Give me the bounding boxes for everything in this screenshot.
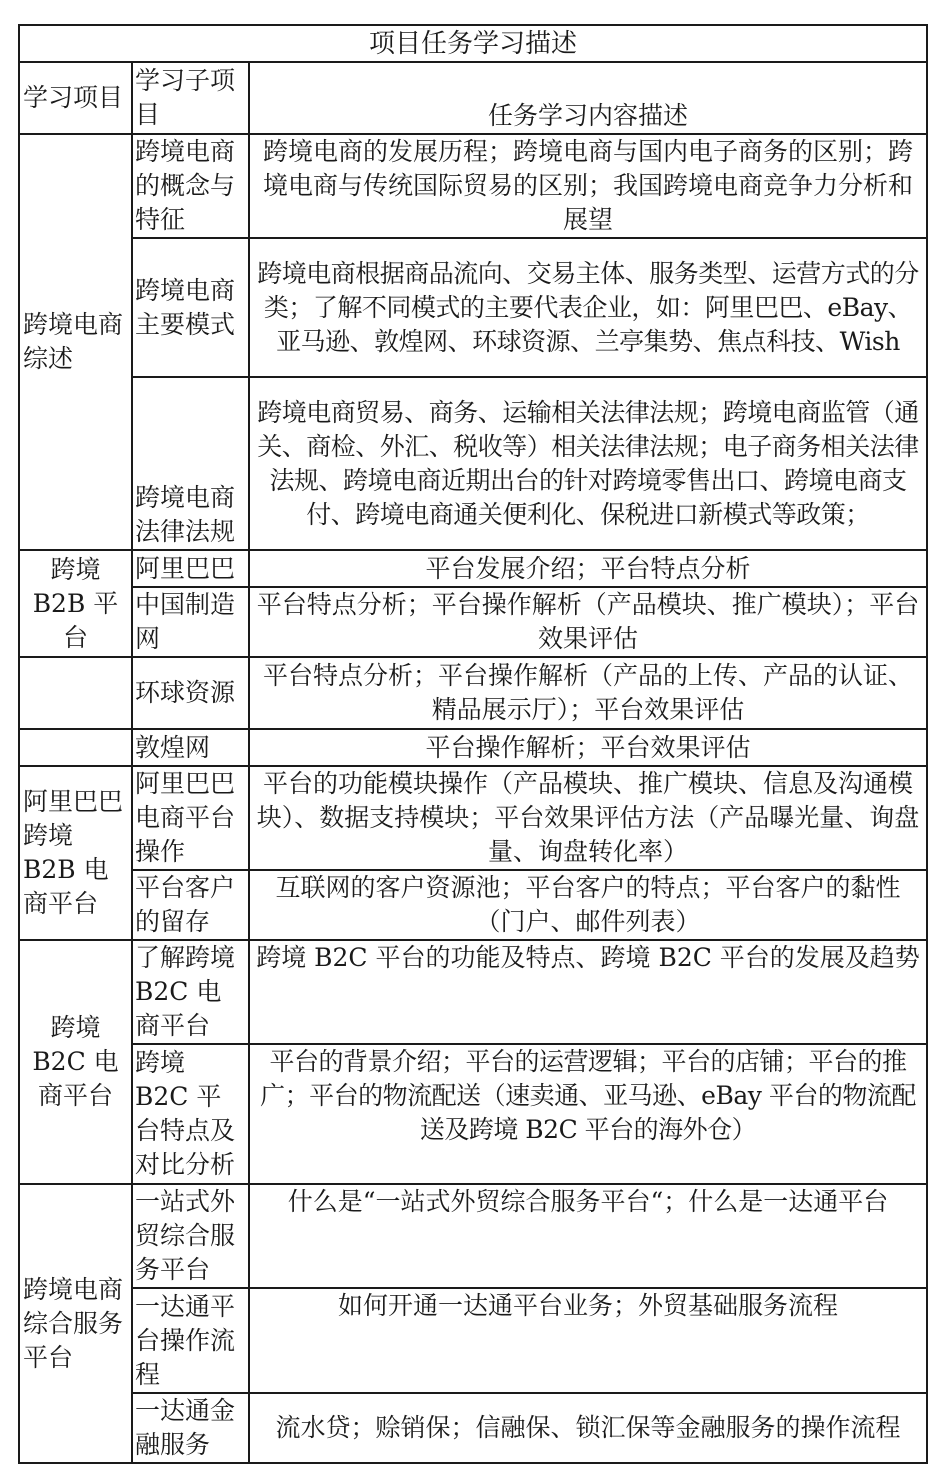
table-row (19, 587, 927, 657)
table-row (19, 134, 927, 238)
item-cell (19, 729, 132, 766)
description-cell: 平台的功能模块操作（产品模块、推广模块、信息及沟通模块）、数据支持模块；平台效果评估方法（产品曝光量、询盘量、询盘转化率） (249, 766, 927, 870)
sub-item-cell: 跨境电商的概念与特征 (132, 134, 249, 238)
description-cell: 平台特点分析；平台操作解析（产品的上传、产品的认证、精品展示厅）；平台效果评估 (249, 657, 927, 729)
header-description: 任务学习内容描述 (249, 62, 927, 134)
item-cell: 跨境电商综合服务平台 (19, 1184, 132, 1463)
table-title-row (19, 25, 927, 62)
table-header-row (19, 62, 927, 134)
sub-item-cell: 阿里巴巴 (132, 550, 249, 587)
description-cell: 平台的背景介绍；平台的运营逻辑；平台的店铺；平台的推广；平台的物流配送（速卖通、亚马逊、eBay 平台的物流配送及跨境 B2C 平台的海外仓） (249, 1044, 927, 1184)
sub-item-cell: 阿里巴巴电商平台操作 (132, 766, 249, 870)
course-task-table (18, 24, 928, 1464)
sub-item-cell: 跨境电商法律法规 (132, 377, 249, 550)
item-cell: 阿里巴巴跨境 B2B 电商平台 (19, 766, 132, 940)
item-cell: 跨境 B2C 电商平台 (19, 940, 132, 1184)
header-item: 学习项目 (19, 62, 132, 134)
description-cell: 跨境电商贸易、商务、运输相关法律法规；跨境电商监管（通关、商检、外汇、税收等）相关法律法规；电子商务相关法律法规、跨境电商近期出台的针对跨境零售出口、跨境电商支付、跨境电商通关便利化、保税进口新模式等政策； (249, 377, 927, 550)
item-cell: 跨境 B2B 平台 (19, 550, 132, 657)
table-title: 项目任务学习描述 (19, 25, 927, 62)
table-row (19, 1044, 927, 1184)
sub-item-cell: 中国制造网 (132, 587, 249, 657)
table-row (19, 940, 927, 1044)
description-cell: 平台特点分析；平台操作解析（产品模块、推广模块）；平台效果评估 (249, 587, 927, 657)
table-row (19, 1184, 927, 1288)
sub-item-cell: 环球资源 (132, 657, 249, 729)
sub-item-cell: 跨境 B2C 平台特点及对比分析 (132, 1044, 249, 1184)
item-cell (19, 657, 132, 729)
sub-item-cell: 一达通金融服务 (132, 1393, 249, 1463)
sub-item-cell: 跨境电商主要模式 (132, 238, 249, 377)
table-row (19, 238, 927, 377)
description-cell: 跨境电商的发展历程；跨境电商与国内电子商务的区别；跨境电商与传统国际贸易的区别；我国跨境电商竞争力分析和展望 (249, 134, 927, 238)
item-cell: 跨境电商综述 (19, 134, 132, 550)
description-cell: 跨境电商根据商品流向、交易主体、服务类型、运营方式的分类；了解不同模式的主要代表企业，如：阿里巴巴、eBay、亚马逊、敦煌网、环球资源、兰亭集势、焦点科技、Wish (249, 238, 927, 377)
description-cell: 平台发展介绍；平台特点分析 (249, 550, 927, 587)
sub-item-cell: 敦煌网 (132, 729, 249, 766)
description-cell: 跨境 B2C 平台的功能及特点、跨境 B2C 平台的发展及趋势 (249, 940, 927, 1044)
sub-item-cell: 一站式外贸综合服务平台 (132, 1184, 249, 1288)
table-row (19, 550, 927, 587)
table-row (19, 1288, 927, 1393)
table-row (19, 766, 927, 870)
sub-item-cell: 一达通平台操作流程 (132, 1288, 249, 1393)
table-row (19, 729, 927, 766)
header-sub-item: 学习子项目 (132, 62, 249, 134)
sub-item-cell: 了解跨境 B2C 电商平台 (132, 940, 249, 1044)
description-cell: 什么是“一站式外贸综合服务平台“；什么是一达通平台 (249, 1184, 927, 1288)
table-row (19, 657, 927, 729)
sub-item-cell: 平台客户的留存 (132, 870, 249, 940)
table-row (19, 1393, 927, 1463)
table-row (19, 870, 927, 940)
description-cell: 流水贷；赊销保；信融保、锁汇保等金融服务的操作流程 (249, 1393, 927, 1463)
table-row (19, 377, 927, 550)
course-table-wrapper (18, 24, 928, 1464)
description-cell: 如何开通一达通平台业务；外贸基础服务流程 (249, 1288, 927, 1393)
description-cell: 互联网的客户资源池；平台客户的特点；平台客户的黏性（门户、邮件列表） (249, 870, 927, 940)
description-cell: 平台操作解析；平台效果评估 (249, 729, 927, 766)
